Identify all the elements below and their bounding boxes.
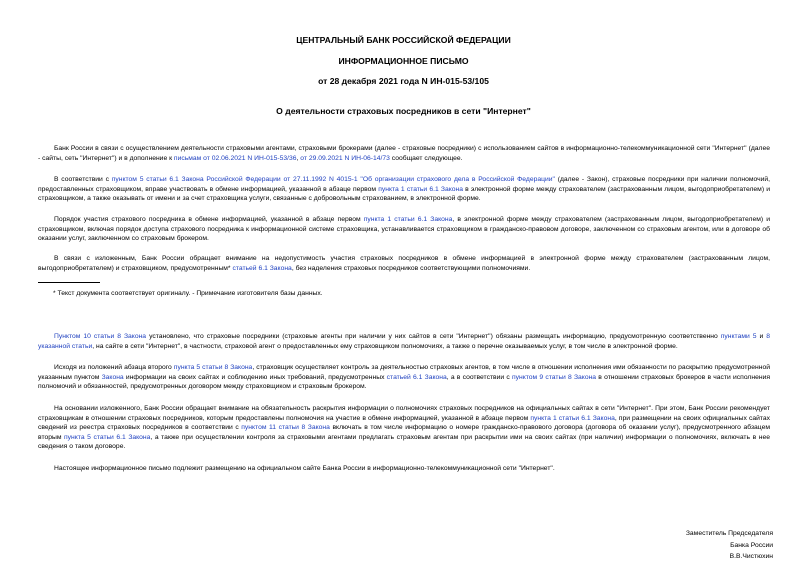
signatory-name: В.В.Чистюхин bbox=[729, 553, 773, 561]
issuing-authority: ЦЕНТРАЛЬНЫЙ БАНК РОССИЙСКОЙ ФЕДЕРАЦИИ bbox=[296, 35, 511, 45]
paragraph-4 bbox=[38, 254, 770, 273]
text: , без наделения страховых посредников соответствующими полномочиями. bbox=[291, 264, 531, 272]
text: информации на своих сайтах и соблюдению иных требований, предусмотренных bbox=[123, 373, 387, 381]
link-law-clause[interactable]: пункта 1 статьи 6.1 Закона bbox=[530, 414, 615, 422]
link-law-clause[interactable]: Пунктом 10 статьи 8 Закона bbox=[54, 333, 147, 340]
text: в отношении страховых брокеров в части исполнения полномочий и обязанностей, предусмотренных договором между страховщиком и страховым брокером. bbox=[38, 373, 770, 391]
link-letter-2[interactable]: от 29.09.2021 N ИН-06-14/73 bbox=[300, 154, 390, 162]
link-law-clause[interactable]: пункта 1 статьи 6.1 Закона bbox=[378, 185, 463, 193]
text: В соответствии с bbox=[54, 176, 112, 183]
footnote-divider bbox=[38, 282, 100, 283]
link-law-article[interactable]: пунктом 5 статьи 6.1 Закона Российской Федерации от 27.11.1992 N 4015-1 "Об организации страхового дела в Российской Федерации" bbox=[111, 176, 555, 183]
link-law-clause[interactable]: пункта 5 статьи 6.1 Закона bbox=[64, 433, 151, 441]
text: и bbox=[756, 333, 767, 340]
text: На основании изложенного, Банк России обращает внимание на обязательность раскрытия информации о полномочиях страховых посредников на официальных сайтах в сети "Интернет". При этом, Банк России рекомендует страховщикам в отношении страховых посредников, которым предоставлены полномочия на участие в обмене информацией, указанной в абзаце первом bbox=[38, 405, 770, 422]
link-law-clause[interactable]: пункта 1 статьи 6.1 Закона bbox=[363, 216, 453, 223]
signature-block bbox=[686, 528, 773, 563]
text: в электронной форме между страхователем (застрахованным лицом, выгодоприобретателем) и страховщиком, а также оказывать от имени и за счет страховщика услуги, связанные с добровольным страхованием, в электронной форме. bbox=[38, 185, 770, 203]
text: , а в соответствии с bbox=[446, 373, 512, 381]
document-date-number: от 28 декабря 2021 года N ИН-015-53/105 bbox=[318, 76, 489, 86]
link-law-clause[interactable]: пункта 5 статьи 8 Закона bbox=[173, 364, 253, 371]
text: включать в том числе информацию о номере гражданско-правового договора (договора об оказании услуг), предусмотренного абзацем вторым bbox=[38, 424, 770, 441]
paragraph-5 bbox=[38, 332, 770, 351]
paragraph-7 bbox=[38, 404, 770, 452]
link-law-clause[interactable]: 8 указанной статьи bbox=[38, 333, 770, 350]
link-letter-1[interactable]: письмам от 02.06.2021 N ИН-015-53/36 bbox=[173, 154, 297, 162]
text: , при размещении на своих официальных сайтах сведений из реестра страховых посредников в соответствии с bbox=[38, 414, 770, 432]
text: , на сайте в сети "Интернет", в частности, страховой агент о предоставленных ему страховщиком полномочиях, а также о перечне оказываемых услуг, в том числе в электронной форме. bbox=[92, 342, 678, 350]
text: В связи с изложенным, Банк России обращает внимание на недопустимость участия страховых посредников в обмене информацией в электронной форме между страхователем (застрахованным лицом, выгодоприобретателем) и страховщиком, предусмотренным* bbox=[38, 255, 770, 272]
text: сообщает следующее. bbox=[389, 154, 463, 162]
text: установлено, что страховые посредники (страховые агенты при наличии у них сайтов в сети "Интернет") обязаны размещать информацию, предусмотренную соответственно bbox=[146, 333, 721, 340]
paragraph-3 bbox=[38, 215, 770, 244]
text: , а также при осуществлении контроля за страховыми агентами предлагать страховым агентам при раскрытии ими на своих сайтах (при наличии) информации о полномочиях, включать в нее сведения о таком договоре. bbox=[38, 433, 770, 451]
paragraph-6 bbox=[38, 363, 770, 392]
text: Исходя из положений абзаца второго bbox=[54, 364, 174, 371]
paragraph-1 bbox=[38, 144, 770, 163]
document-subject: О деятельности страховых посредников в сети "Интернет" bbox=[276, 106, 531, 116]
text: , bbox=[296, 154, 301, 162]
footnote: * Текст документа соответствует оригиналу. - Примечание изготовителя базы данных. bbox=[53, 290, 323, 297]
text: Банк России в связи с осуществлением деятельности страховыми агентами, страховыми брокерами (далее - страховые посредники) с использованием сайтов в информационно-телекоммуникационной сети "Интернет" (далее - сайты, сеть "Интернет") и в дополнение к bbox=[38, 145, 770, 162]
document-type: ИНФОРМАЦИОННОЕ ПИСЬМО bbox=[338, 56, 469, 66]
link-law-clause[interactable]: пунктом 11 статьи 8 Закона bbox=[241, 424, 330, 432]
link-law-clause[interactable]: пунктом 9 статьи 8 Закона bbox=[512, 373, 597, 381]
paragraph-8 bbox=[38, 464, 770, 474]
text: Порядок участия страхового посредника в обмене информацией, указанной в абзаце первом bbox=[54, 216, 364, 223]
text: Настоящее информационное письмо подлежит размещению на официальном сайте Банка России в информационно-телекоммуникационной сети "Интернет". bbox=[54, 465, 555, 472]
signature-title: Заместитель Председателя bbox=[685, 530, 773, 537]
link-law-clause[interactable]: пунктами 5 bbox=[720, 333, 757, 340]
text: , в электронной форме между страхователем (застрахованным лицом, выгодоприобретателем) и страховщиком, включая порядок доступа страхового посредника к информационной системе страховщика, устанавливается страховщиком в гражданско-правовом договоре, заключенном со страховым агентом, или в договоре об оказании услуг, заключенном со страховым брокером. bbox=[38, 216, 770, 243]
text: , страховщик осуществляет контроль за деятельностью страховых агентов, в том числе в отношении исполнения ими обязанности по раскрытию предусмотренной указанным пунктом bbox=[38, 364, 770, 381]
signature-organization: Банка России bbox=[730, 541, 773, 549]
link-law-article[interactable]: статьей 6.1 Закона bbox=[386, 373, 447, 381]
link-law-article[interactable]: статьей 6.1 Закона bbox=[232, 264, 292, 272]
text: (далее - Закон), страховые посредники при наличии полномочий, предоставленных страховщиком, вправе участвовать в обмене информацией, указанной в абзаце первом bbox=[38, 176, 770, 193]
paragraph-2 bbox=[38, 175, 770, 204]
link-law[interactable]: Закона bbox=[101, 373, 124, 381]
